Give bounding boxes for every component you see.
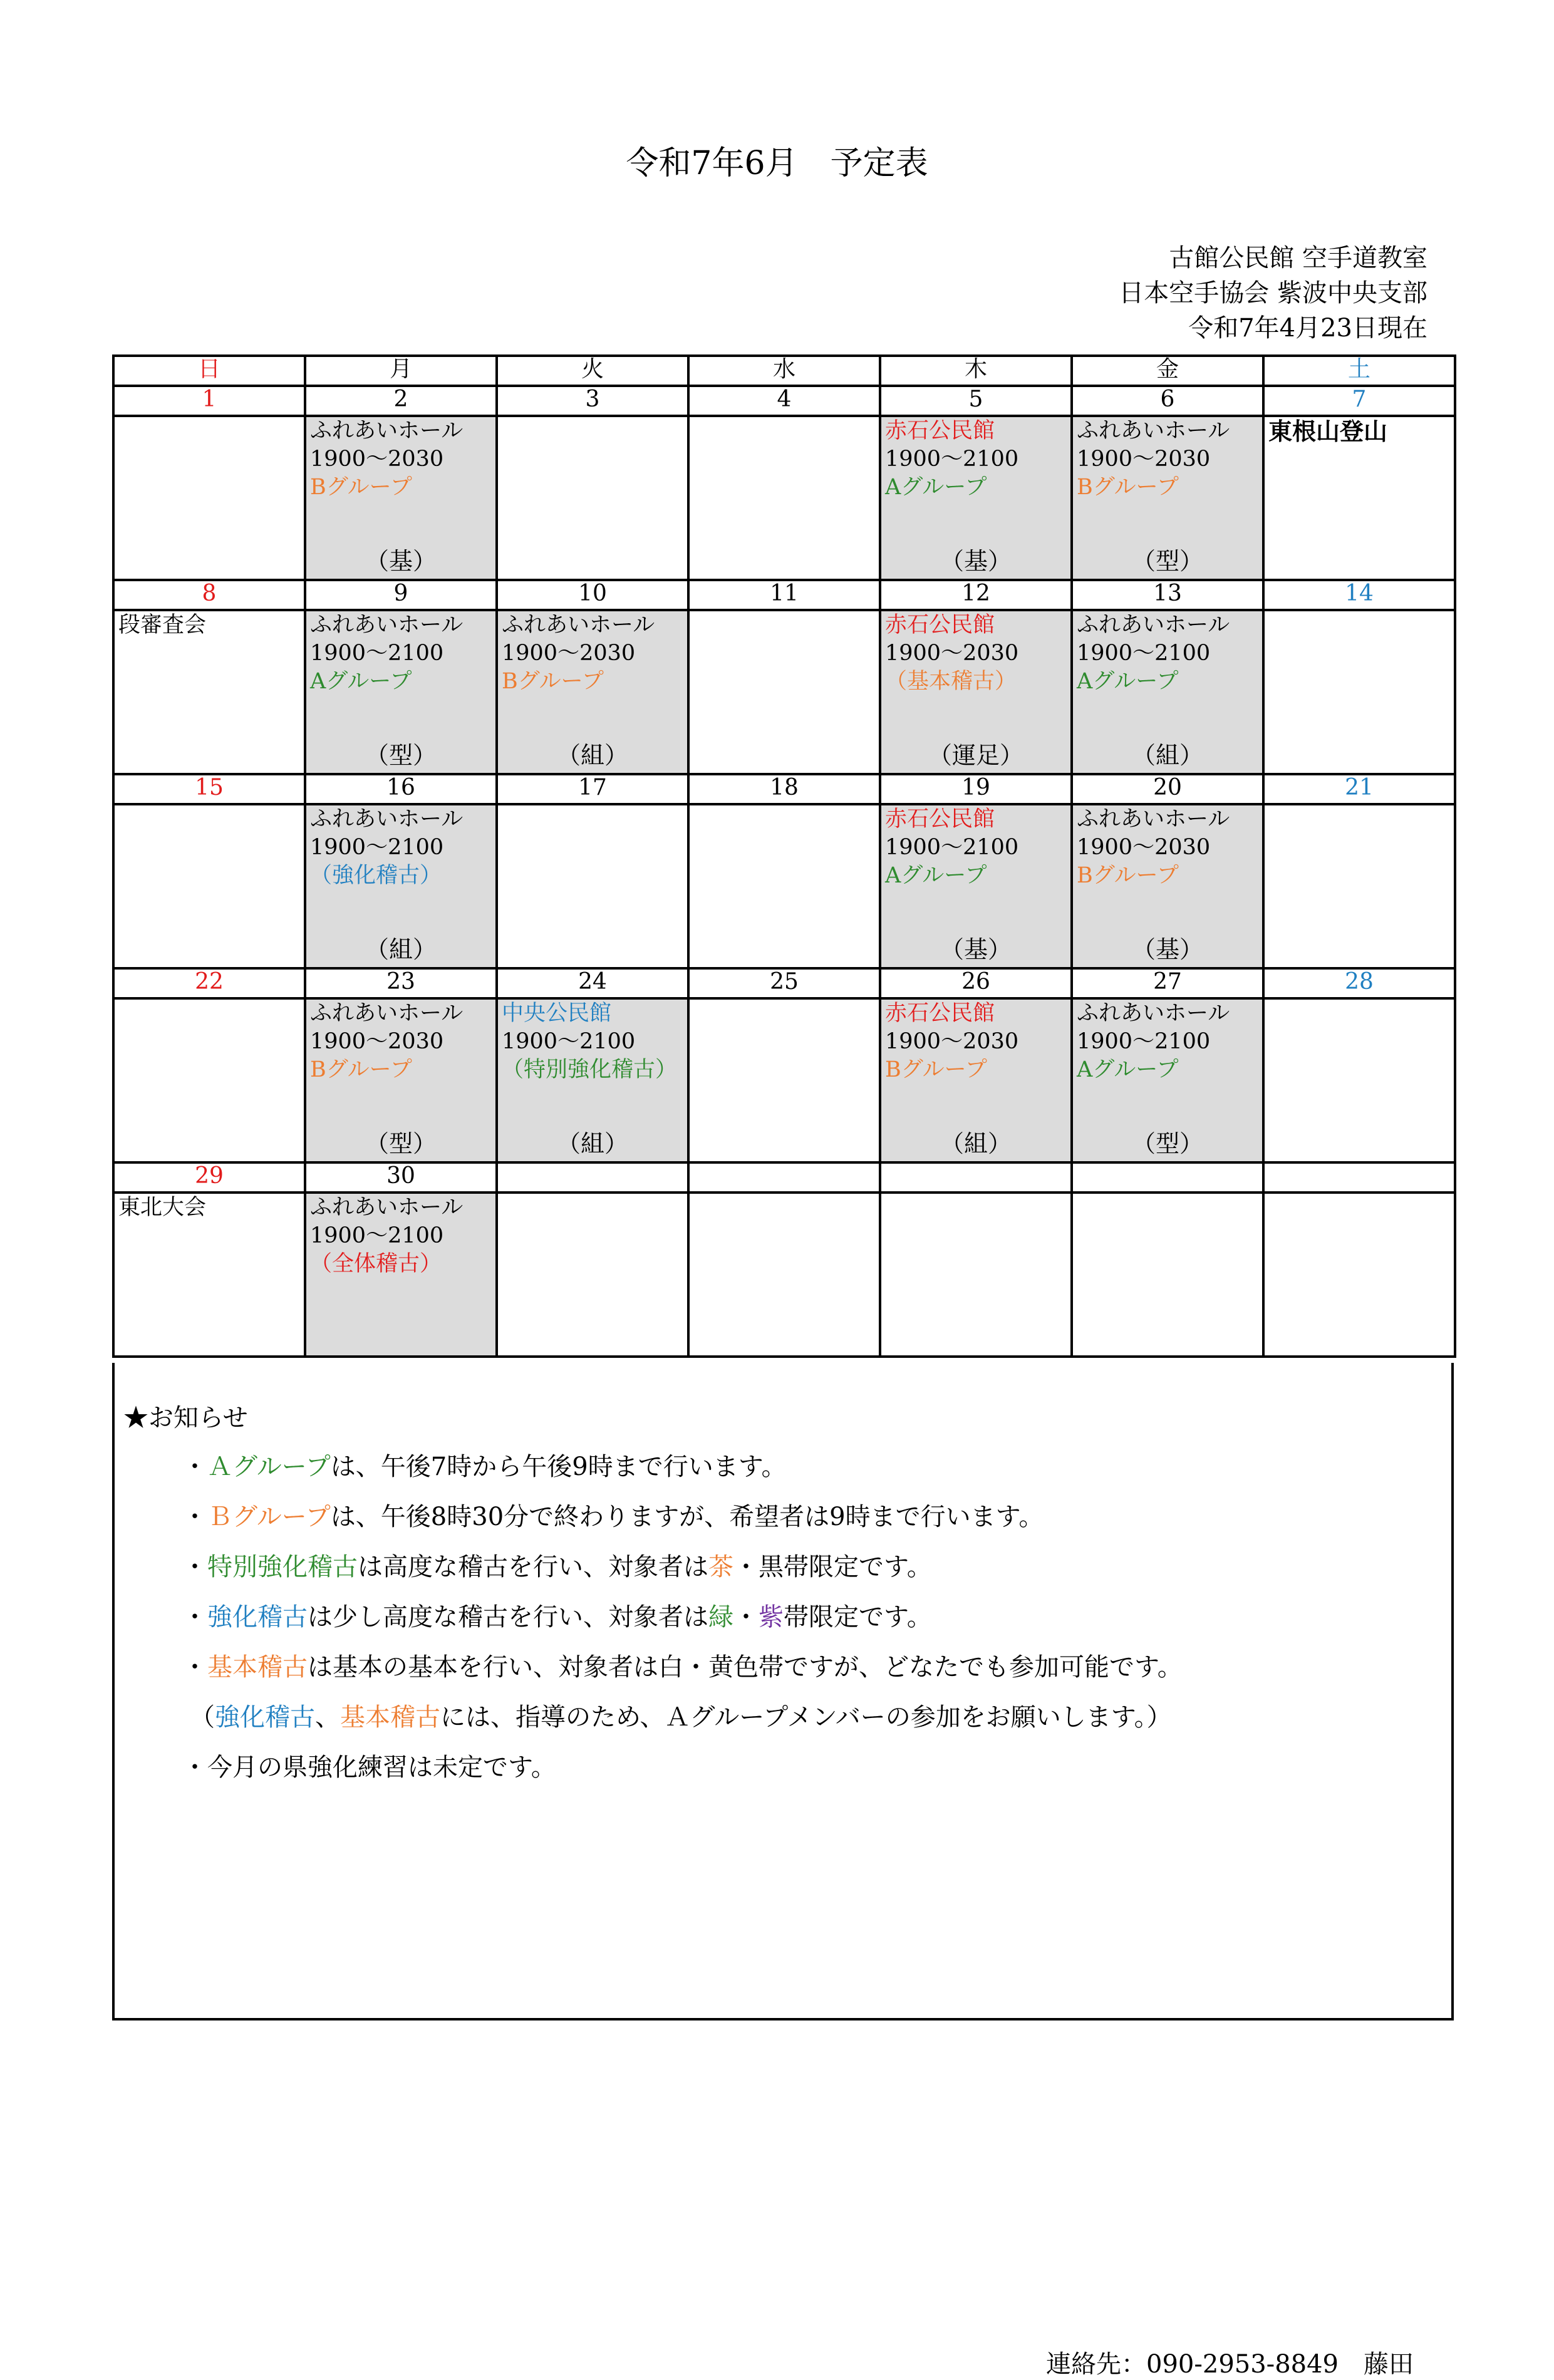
event-line: 中央公民館	[502, 1001, 612, 1026]
date-row	[113, 580, 1455, 610]
notice-text: ・黒帯限定です。	[733, 1553, 932, 1581]
day-cell	[880, 416, 1072, 580]
event-line: 1900～2030	[885, 1029, 1019, 1054]
day-cell	[1263, 610, 1455, 774]
event-line: Aグループ	[1077, 669, 1179, 694]
event-line: ふれあいホール	[310, 1001, 464, 1026]
date-number: 22	[113, 968, 305, 998]
event-line: 1900～2030	[1077, 447, 1211, 472]
events-row	[113, 610, 1455, 774]
day-cell	[1263, 998, 1455, 1162]
notice-text: 基本稽古	[340, 1703, 440, 1732]
practice-type: （組）	[556, 1130, 628, 1157]
day-cell	[688, 610, 880, 774]
event-line: 1900～2100	[310, 1223, 444, 1248]
event-line: 1900～2100	[1077, 641, 1211, 666]
date-number: 2	[305, 386, 497, 416]
day-cell	[1263, 416, 1455, 580]
event-line: 1900～2100	[885, 447, 1019, 472]
event-line: 1900～2100	[885, 835, 1019, 860]
day-cell	[688, 998, 880, 1162]
date-row	[113, 968, 1455, 998]
notice-text: 紫	[759, 1603, 784, 1632]
event-line: ふれあいホール	[310, 1195, 464, 1220]
date-number: 1	[113, 386, 305, 416]
date-number: 10	[497, 580, 688, 610]
date-number: 15	[113, 774, 305, 804]
notices-heading: ★お知らせ	[123, 1404, 248, 1432]
day-cell	[1072, 416, 1263, 580]
event-line: 1900～2030	[502, 641, 636, 666]
event-line: ふれあいホール	[1077, 613, 1230, 638]
notice-item	[182, 1600, 932, 1635]
event-line: （全体稽古）	[310, 1251, 442, 1276]
day-cell	[688, 804, 880, 968]
notice-item	[182, 1449, 787, 1484]
day-cell	[113, 610, 305, 774]
notice-text: ・	[182, 1503, 207, 1531]
event-line: 1900～2030	[885, 641, 1019, 666]
event-line: 1900～2100	[502, 1029, 636, 1054]
practice-type: （組）	[1131, 742, 1203, 769]
event-line: 東北大会	[118, 1195, 207, 1220]
date-number: 9	[305, 580, 497, 610]
events-row	[113, 1193, 1455, 1357]
date-number: 23	[305, 968, 497, 998]
event-line: Aグループ	[310, 669, 412, 694]
weekday-thu: 木	[880, 356, 1072, 386]
day-cell	[497, 1193, 688, 1357]
notice-text: には、指導のため、Ａグループメンバーの参加をお願いします。）	[440, 1703, 1172, 1732]
date-number: 4	[688, 386, 880, 416]
day-cell	[1072, 1193, 1263, 1357]
date-number: 19	[880, 774, 1072, 804]
notice-text: 緑	[708, 1603, 733, 1632]
day-cell	[113, 804, 305, 968]
notice-text: 茶	[708, 1553, 733, 1581]
date-number: 26	[880, 968, 1072, 998]
notice-text: は、午後7時から午後9時まで行います。	[330, 1452, 787, 1481]
event-line: 1900～2030	[1077, 835, 1211, 860]
notices-section	[112, 1363, 1454, 2379]
date-number: 27	[1072, 968, 1263, 998]
notice-text: 強化稽古	[215, 1703, 315, 1732]
date-row	[113, 386, 1455, 416]
date-number: 24	[497, 968, 688, 998]
event-line: 1900～2100	[310, 835, 444, 860]
notice-item	[190, 1700, 1172, 1735]
notice-text: 強化稽古	[207, 1603, 308, 1632]
practice-type: （型）	[1131, 1130, 1203, 1157]
practice-type: （型）	[365, 742, 437, 769]
practice-type: （運足）	[928, 742, 1023, 769]
events-row	[113, 416, 1455, 580]
event-line: 東根山登山	[1268, 417, 1388, 445]
event-line: 1900～2030	[310, 1029, 444, 1054]
day-cell	[497, 804, 688, 968]
day-cell	[688, 1193, 880, 1357]
event-line: （強化稽古）	[310, 863, 442, 888]
date-number: 3	[497, 386, 688, 416]
event-line: Bグループ	[502, 669, 604, 694]
event-line: ふれあいホール	[1077, 807, 1230, 832]
event-line: ふれあいホール	[310, 613, 464, 638]
date-number	[1263, 1162, 1455, 1193]
notice-text: Ａグループ	[207, 1452, 331, 1481]
weekday-mon: 月	[305, 356, 497, 386]
page-title: 令和7年6月 予定表	[626, 145, 928, 182]
date-number	[880, 1162, 1072, 1193]
event-line: 1900～2100	[310, 641, 444, 666]
date-number: 28	[1263, 968, 1455, 998]
day-cell	[113, 416, 305, 580]
event-line: （特別強化稽古）	[502, 1057, 678, 1082]
day-cell	[688, 416, 880, 580]
weekday-fri: 金	[1072, 356, 1263, 386]
day-cell	[305, 804, 497, 968]
date-number: 11	[688, 580, 880, 610]
event-line: Aグループ	[1077, 1057, 1179, 1082]
day-cell	[113, 998, 305, 1162]
event-line: 赤石公民館	[885, 1001, 995, 1026]
date-number: 12	[880, 580, 1072, 610]
date-number: 6	[1072, 386, 1263, 416]
day-cell	[305, 416, 497, 580]
day-cell	[880, 804, 1072, 968]
day-cell	[497, 610, 688, 774]
practice-type: （組）	[940, 1130, 1012, 1157]
event-line: Bグループ	[885, 1057, 987, 1082]
notice-item	[182, 1750, 556, 1785]
event-line: Bグループ	[1077, 863, 1179, 888]
notice-text: ・	[733, 1603, 759, 1632]
events-row	[113, 998, 1455, 1162]
day-cell	[1263, 1193, 1455, 1357]
practice-type: （基）	[1131, 936, 1203, 963]
notice-text: 基本稽古	[207, 1653, 308, 1682]
date-number: 30	[305, 1162, 497, 1193]
date-number: 13	[1072, 580, 1263, 610]
events-row	[113, 804, 1455, 968]
event-line: 1900～2030	[310, 447, 444, 472]
notice-item	[182, 1499, 1044, 1534]
event-line: Aグループ	[885, 475, 987, 500]
notice-text: Ｂグループ	[207, 1503, 331, 1531]
as-of-date: 令和7年4月23日現在	[1188, 314, 1427, 343]
date-number	[688, 1162, 880, 1193]
weekday-wed: 水	[688, 356, 880, 386]
event-line: ふれあいホール	[502, 613, 655, 638]
notice-item	[182, 1650, 1183, 1685]
day-cell	[305, 998, 497, 1162]
weekday-sat: 土	[1263, 356, 1455, 386]
weekday-tue: 火	[497, 356, 688, 386]
event-line: （基本稽古）	[885, 669, 1017, 694]
event-line: Bグループ	[310, 1057, 412, 1082]
notice-text: 、	[315, 1703, 340, 1732]
notice-item	[182, 1550, 932, 1585]
weekday-sun: 日	[113, 356, 305, 386]
event-line: ふれあいホール	[1077, 1001, 1230, 1026]
practice-type: （組）	[365, 936, 437, 963]
day-cell	[113, 1193, 305, 1357]
date-number	[1072, 1162, 1263, 1193]
day-cell	[880, 998, 1072, 1162]
date-number: 20	[1072, 774, 1263, 804]
notice-text: ・	[182, 1553, 207, 1581]
notice-text: は少し高度な稽古を行い、対象者は	[308, 1603, 708, 1632]
calendar-body	[113, 356, 1455, 1357]
date-number: 18	[688, 774, 880, 804]
practice-type: （基）	[940, 936, 1012, 963]
notice-text: ・	[182, 1603, 207, 1632]
notice-text: は高度な稽古を行い、対象者は	[358, 1553, 708, 1581]
notice-text: は基本の基本を行い、対象者は白・黄色帯ですが、どなたでも参加可能です。	[308, 1653, 1183, 1682]
event-line: Bグループ	[310, 475, 412, 500]
event-line: 段審査会	[118, 613, 207, 638]
event-line: ふれあいホール	[1077, 418, 1230, 443]
practice-type: （基）	[365, 547, 437, 575]
date-number: 25	[688, 968, 880, 998]
event-line: ふれあいホール	[310, 418, 464, 443]
day-cell	[305, 610, 497, 774]
schedule-calendar	[112, 354, 1456, 1358]
club-name: 古館公民館 空手道教室	[1169, 244, 1427, 272]
notice-text: （	[190, 1703, 215, 1732]
association-name: 日本空手協会 紫波中央支部	[1119, 279, 1427, 308]
day-cell	[1072, 804, 1263, 968]
date-number: 5	[880, 386, 1072, 416]
date-number: 7	[1263, 386, 1455, 416]
day-cell	[497, 416, 688, 580]
date-number: 8	[113, 580, 305, 610]
notice-text: ・	[182, 1653, 207, 1682]
event-line: 1900～2100	[1077, 1029, 1211, 1054]
date-number: 21	[1263, 774, 1455, 804]
day-cell	[880, 610, 1072, 774]
notice-text: ・	[182, 1452, 207, 1481]
weekday-header-row	[113, 356, 1455, 386]
day-cell	[880, 1193, 1072, 1357]
date-number: 17	[497, 774, 688, 804]
date-number: 14	[1263, 580, 1455, 610]
contact-info: 連絡先：090-2953-8849 藤田	[1046, 2350, 1414, 2379]
practice-type: （組）	[556, 742, 628, 769]
event-line: 赤石公民館	[885, 807, 995, 832]
event-line: 赤石公民館	[885, 418, 995, 443]
notice-text: は、午後8時30分で終わりますが、希望者は9時まで行います。	[330, 1503, 1044, 1531]
day-cell	[1072, 998, 1263, 1162]
day-cell	[497, 998, 688, 1162]
date-row	[113, 774, 1455, 804]
notice-text: ・今月の県強化練習は未定です。	[182, 1753, 556, 1782]
practice-type: （基）	[940, 547, 1012, 575]
day-cell	[1263, 804, 1455, 968]
date-number: 16	[305, 774, 497, 804]
day-cell	[305, 1193, 497, 1357]
notice-text: 帯限定です。	[784, 1603, 932, 1632]
notice-text: 特別強化稽古	[207, 1553, 358, 1581]
event-line: Bグループ	[1077, 475, 1179, 500]
practice-type: （型）	[365, 1130, 437, 1157]
event-line: Aグループ	[885, 863, 987, 888]
date-number: 29	[113, 1162, 305, 1193]
day-cell	[1072, 610, 1263, 774]
event-line: ふれあいホール	[310, 807, 464, 832]
event-line: 赤石公民館	[885, 613, 995, 638]
date-number	[497, 1162, 688, 1193]
practice-type: （型）	[1131, 547, 1203, 575]
date-row	[113, 1162, 1455, 1193]
